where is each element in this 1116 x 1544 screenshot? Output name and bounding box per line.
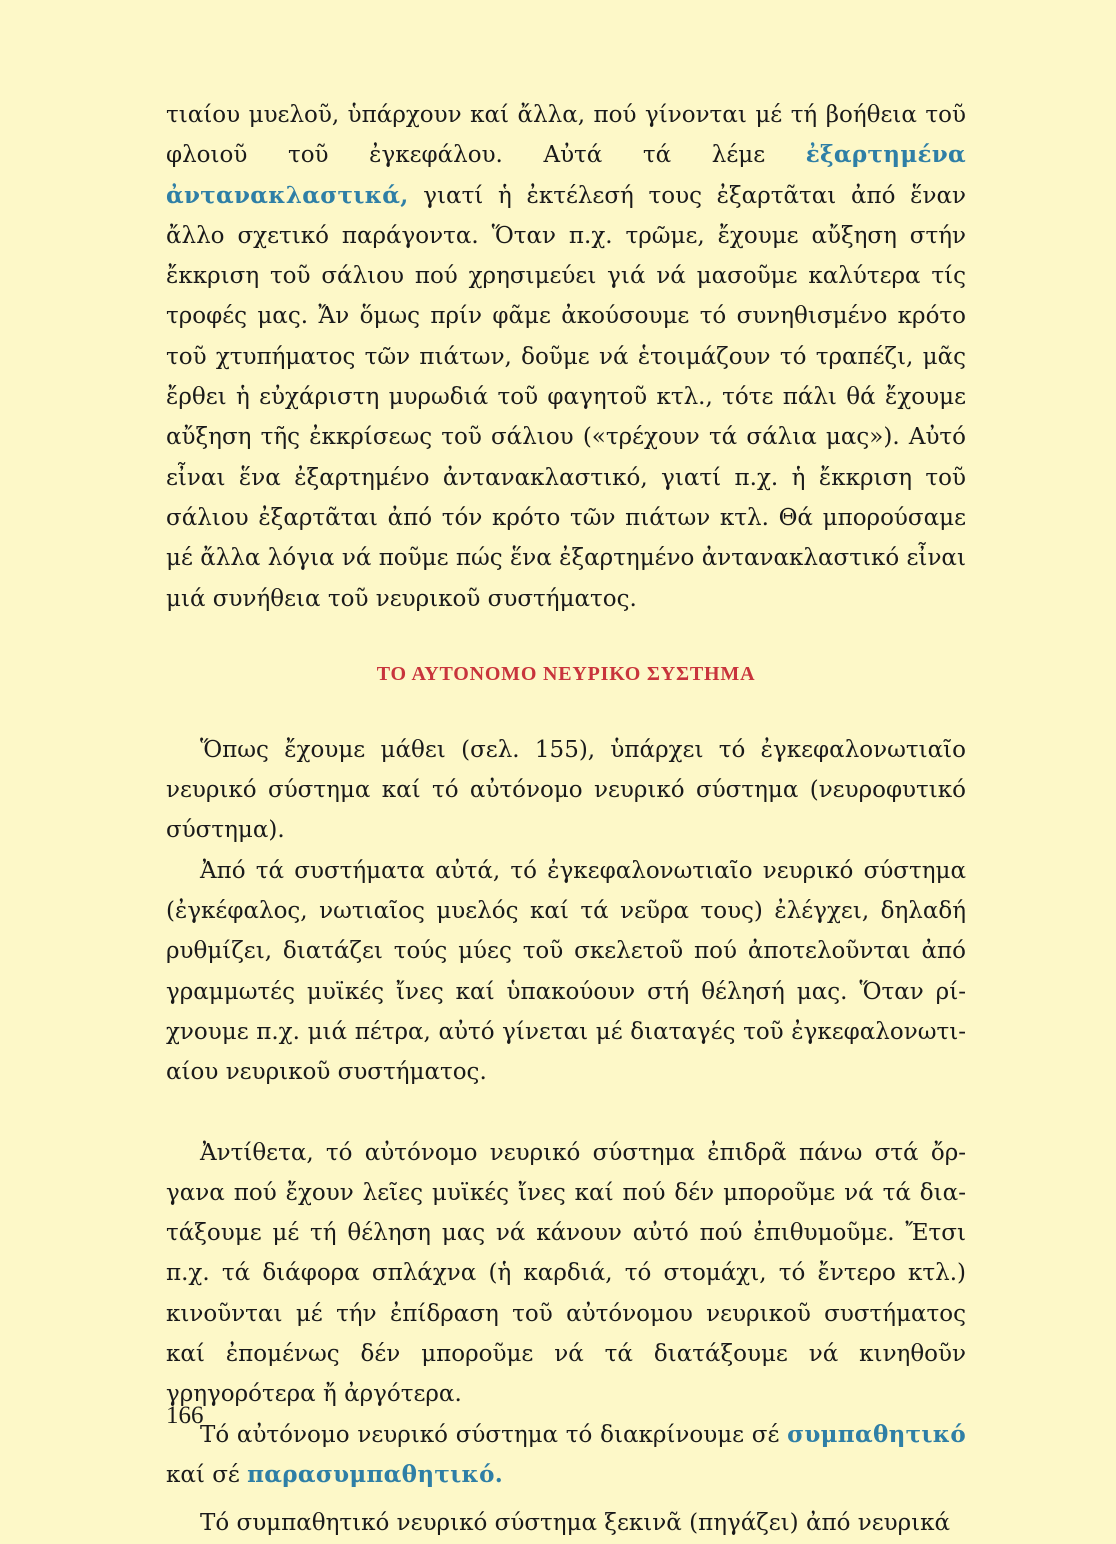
section-heading: ΤΟ ΑΥΤΟΝΟΜΟ ΝΕΥΡΙΚΟ ΣΥΣΤΗΜΑ <box>376 662 756 685</box>
paragraph-sympathetic-origin: Τό συμπαθητικό νευρικό σύστημα ξεκινᾶ (πηγάζει) ἀπό νευρικά <box>200 1510 951 1537</box>
highlight-conditioned-reflexes: ἐξαρτημένα ἀντανακλαστικά, <box>166 141 966 209</box>
page-number: 166 <box>166 1402 204 1429</box>
paragraph-nervous-systems: Ὅπως ἔχουμε μάθει (σελ. 155), ὑπάρχει τό ἐγκεφαλονωτιαῖο νευρικό σύστημα καί τό αὐτόνομο νευρικό σύστημα (νευροφυτικό σύστημα). <box>166 736 966 844</box>
paragraph-autonomic-system: Ἀντίθετα, τό αὐτόνομο νευρικό σύστημα ἐπιδρᾶ πάνω στά ὄργανα πού ἔχουν λεῖες μυϊκές ἴνες καί πού δέν μποροῦμε νά τά διατάξουμε μέ τή θέληση μας νά κάνουν αὐτό πού ἐπιθυμοῦμε. Ἔτσι π.χ. τά διάφορα σπλάχνα (ἡ καρδιά, τό στομάχι, τό ἔντερο κτλ.) κινοῦνται μέ τήν ἐπίδραση τοῦ αὐτόνομου νευρικοῦ συστήματος καί ἐπομένως δέν μποροῦμε νά τά διατάξουμε νά κινηθοῦν γρηγορότερα ἤ ἀργότερα. <box>166 1139 966 1408</box>
paragraph-conditioned-reflex <box>166 95 966 619</box>
highlight-sympathetic: συμπαθητικό <box>787 1420 966 1448</box>
paragraph-text: καί σέ <box>166 1461 248 1488</box>
page-content <box>166 95 966 1544</box>
paragraph-text: γιατί ἡ ἐκτέλεσή τους ἐξαρτᾶται ἀπό ἕναν ἄλλο σχετικό παράγοντα. Ὅταν π.χ. τρῶμε, ἔχουμε αὔξηση στήν ἔκκριση τοῦ σάλιου πού χρησιμεύει γιά νά μασοῦμε καλύτερα τίς τροφές μας. Ἄν ὅμως πρίν φᾶμε ἀκούσουμε τό συνηθισμένο κρότο τοῦ χτυπήματος τῶν πιάτων, δοῦμε νά ἑτοιμάζουν τό τραπέζι, μᾶς ἔρθει ἡ εὐχάριστη μυρωδιά τοῦ φαγητοῦ κτλ., τότε πάλι θά ἔχουμε αὔξηση τῆς ἐκκρίσεως τοῦ σάλιου («τρέχουν τά σάλια μας»). Αὐτό εἶναι ἕνα ἐξαρτημένο ἀντανακλαστικό, γιατί π.χ. ἡ ἔκκριση τοῦ σάλιου ἐξαρτᾶται ἀπό τόν κρότο τῶν πιάτων κτλ. Θά μπορούσαμε μέ ἄλλα λόγια νά ποῦμε πώς ἕνα ἐξαρτημένο ἀντανακλαστικό εἶναι μιά συνήθεια τοῦ νευρικοῦ συστήματος. <box>166 182 966 612</box>
paragraph-cerebrospinal-system: Ἀπό τά συστήματα αὐτά, τό ἐγκεφαλονωτιαῖο νευρικό σύστημα (ἐγκέφαλος, νωτιαῖος μυελός καί τά νεῦρα τους) ἐλέγχει, δηλαδή ρυθμίζει, διατάζει τούς μύες τοῦ σκελετοῦ πού ἀποτελοῦνται ἀπό γραμμωτές μυϊκές ἴνες καί ὑπακούουν στή θέλησή μας. Ὅταν ρίχνουμε π.χ. μιά πέτρα, αὐτό γίνεται μέ διαταγές τοῦ ἐγκεφαλονωτιαίου νευρικοῦ συστήματος. <box>166 857 966 1086</box>
paragraph-text: τιαίου μυελοῦ, ὑπάρχουν καί ἄλλα, πού γίνονται μέ τή βοήθεια τοῦ φλοιοῦ τοῦ ἐγκεφάλου. Αὐτά τά λέμε <box>166 102 966 169</box>
paragraph-text: Τό αὐτόνομο νευρικό σύστημα τό διακρίνουμε σέ <box>200 1421 788 1448</box>
paragraph-sympathetic-division <box>166 1415 966 1496</box>
highlight-parasympathetic: παρασυμπαθητικό. <box>247 1460 504 1488</box>
